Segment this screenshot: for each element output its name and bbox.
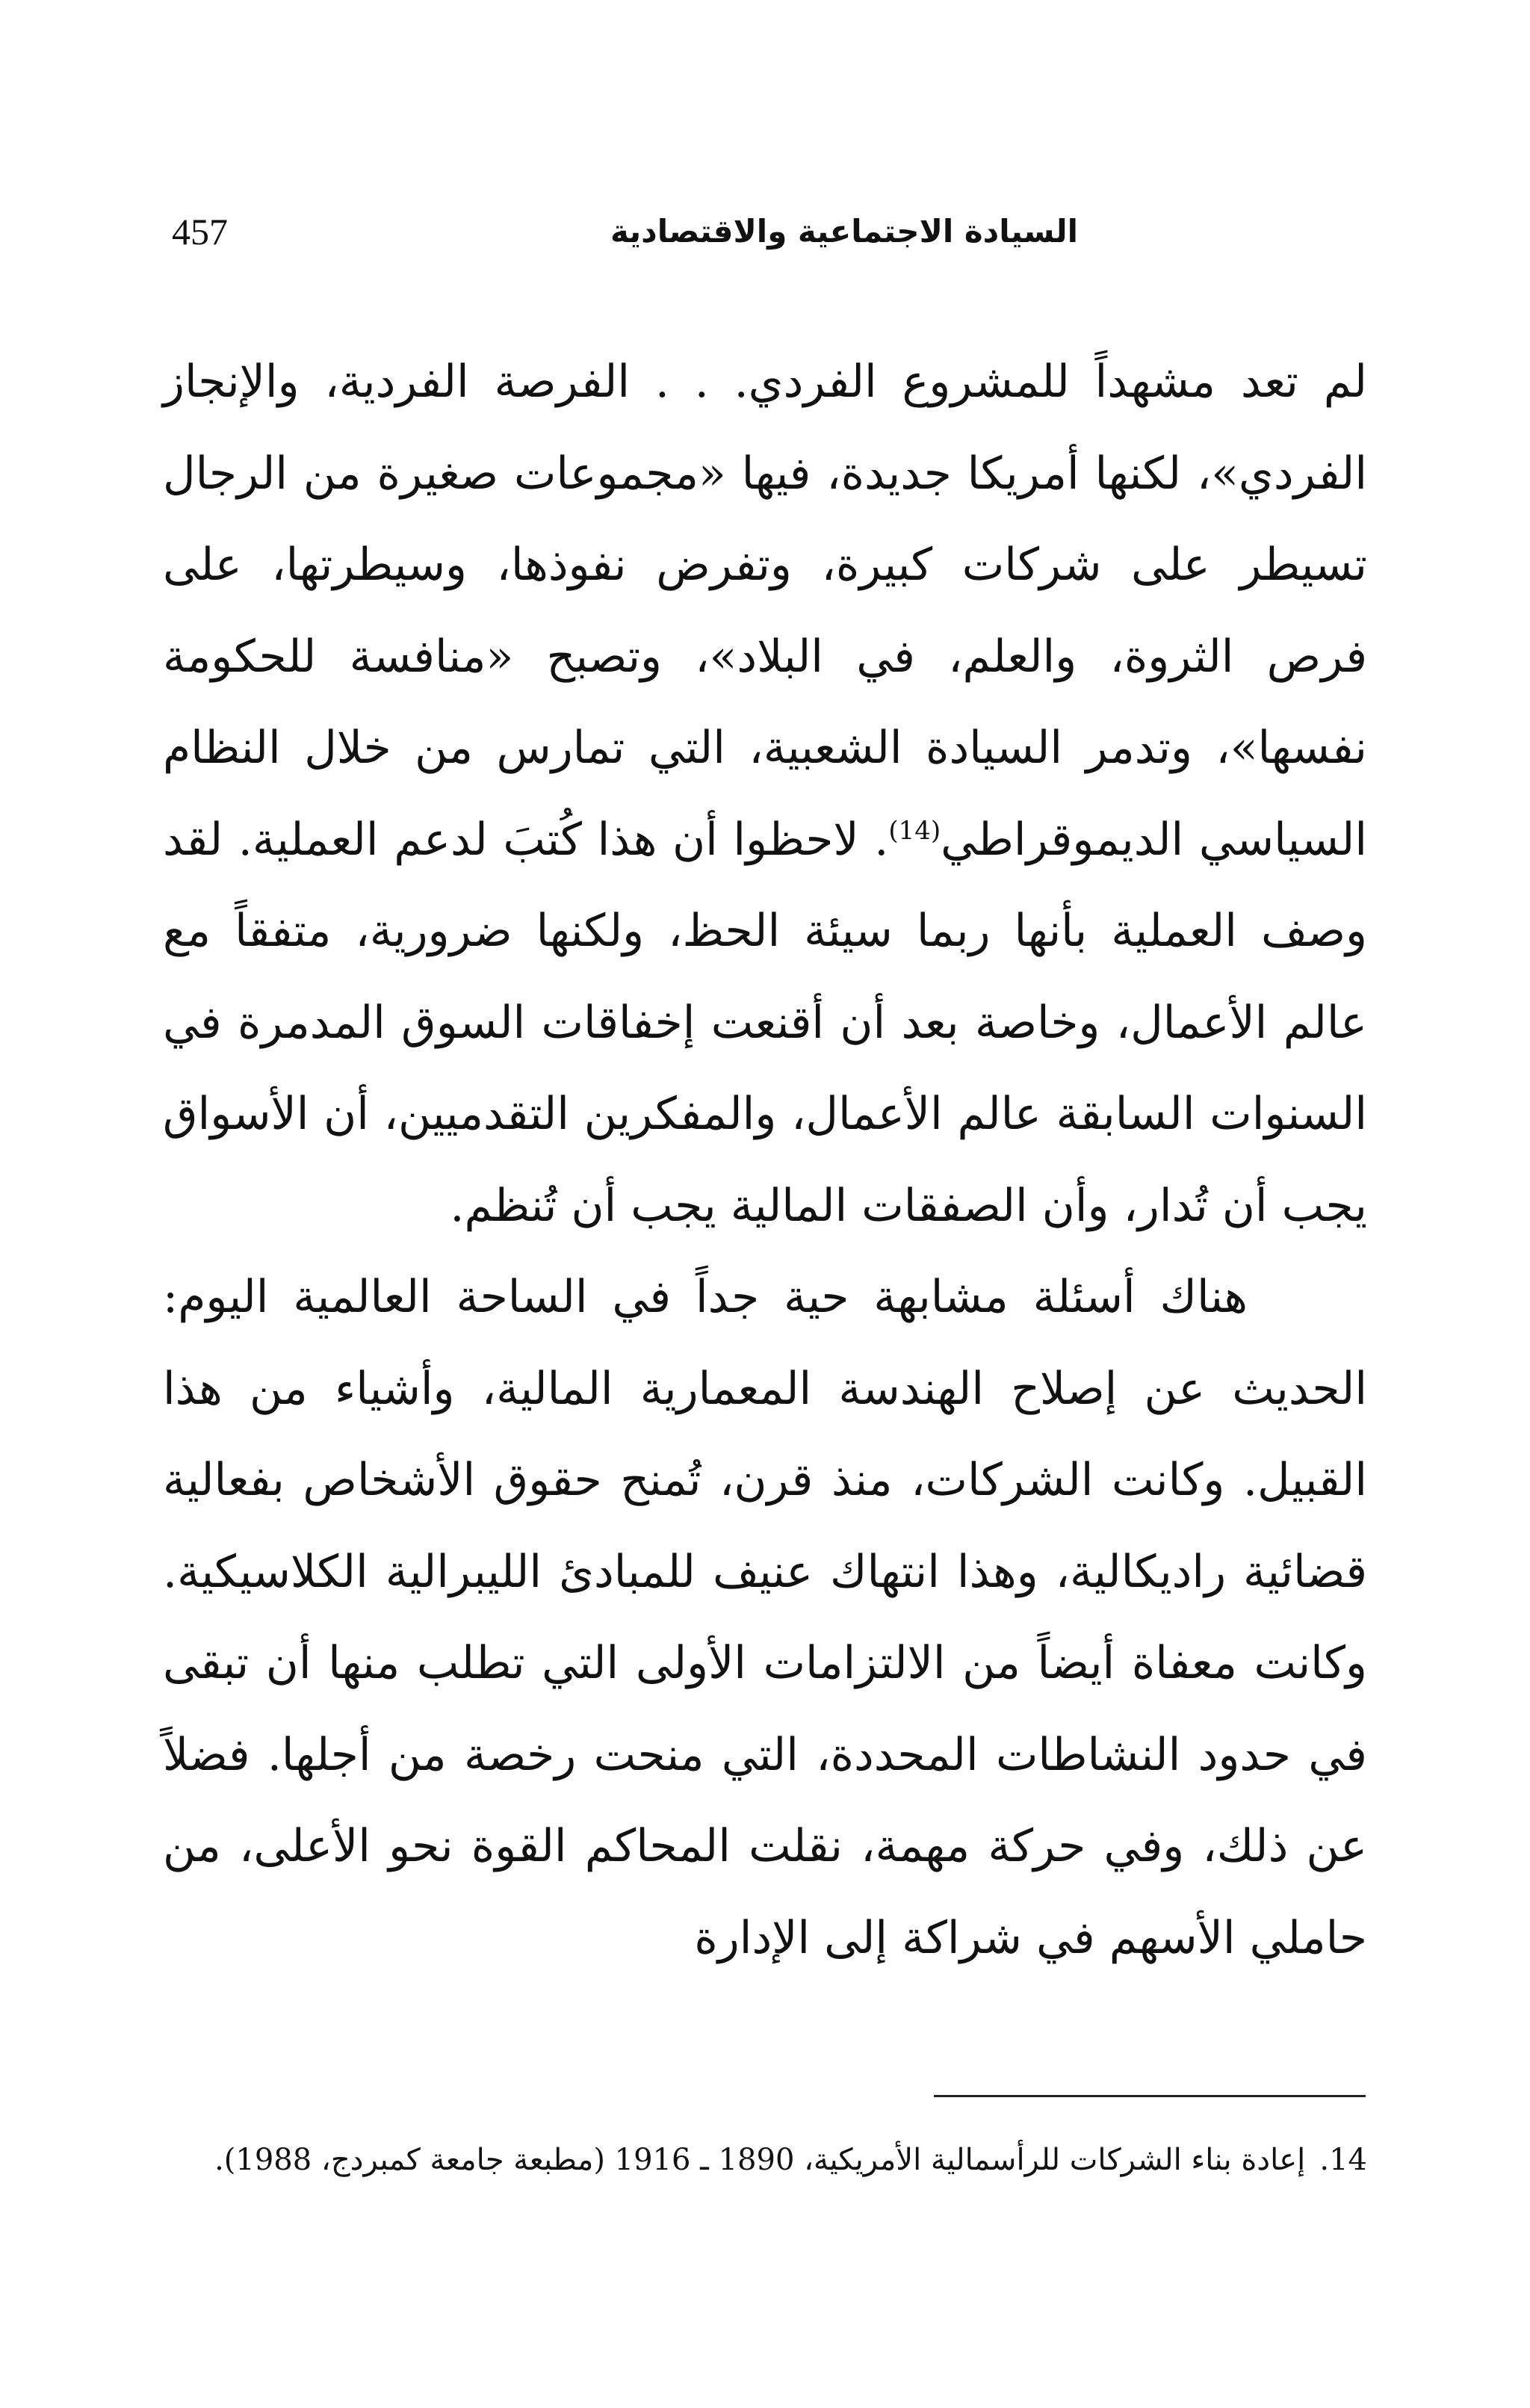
footnote: [163, 2131, 1367, 2189]
paragraph-1-part-b: . لاحظوا أن هذا كُتبَ لدعم العملية. لقد وصف العملية بأنها ربما سيئة الحظ، ولكنها ضرورية، متفقاً مع عالم الأعمال، وخاصة بعد أن أقنعت إخفاقات السوق المدمرة في السنوات السابقة عالم الأعمال، والمفكرين التقدميين، أن الأسواق يجب أن تُدار، وأن الصفقات المالية يجب أن تُنظم.: [163, 813, 1367, 1232]
footnote-text: إعادة بناء الشركات للرأسمالية الأمريكية، 1890 ـ 1916 (مطبعة جامعة كمبردج، 1988).: [214, 2143, 1306, 2177]
footnote-divider: [934, 2095, 1366, 2097]
paragraph-2: هناك أسئلة مشابهة حية جداً في الساحة العالمية اليوم: الحديث عن إصلاح الهندسة المعمارية المالية، وأشياء من هذا القبيل. وكانت الشركات، منذ قرن، تُمنح حقوق الأشخاص بفعالية قضائية راديكالية، وهذا انتهاك عنيف للمبادئ الليبرالية الكلاسيكية. وكانت معفاة أيضاً من الالتزامات الأولى التي تطلب منها أن تبقى في حدود النشاطات المحددة، التي منحت رخصة من أجلها. فضلاً عن ذلك، وفي حركة مهمة، نقلت المحاكم القوة نحو الأعلى، من حاملي الأسهم في شراكة إلى الإدارة: [163, 1271, 1367, 1964]
footnote-reference: (14): [888, 815, 941, 846]
footnote-number: 14.: [1319, 2143, 1367, 2177]
paragraph-1: [163, 336, 1367, 1251]
body-text: [163, 336, 1367, 1984]
page-header: [172, 202, 1358, 261]
paragraph-1-part-a: لم تعد مشهداً للمشروع الفردي. . . الفرصة الفردية، والإنجاز الفردي»، لكنها أمريكا جديدة، فيها «مجموعات صغيرة من الرجال تسيطر على شركات كبيرة، وتفرض نفوذها، وسيطرتها، على فرص الثروة، والعلم، في البلاد»، وتصبح «منافسة للحكومة نفسها»، وتدمر السيادة الشعبية، التي تمارس من خلال النظام السياسي الديموقراطي: [163, 356, 1367, 866]
running-title: السيادة الاجتماعية والاقتصادية: [610, 213, 1079, 250]
page-number: 457: [172, 211, 228, 253]
